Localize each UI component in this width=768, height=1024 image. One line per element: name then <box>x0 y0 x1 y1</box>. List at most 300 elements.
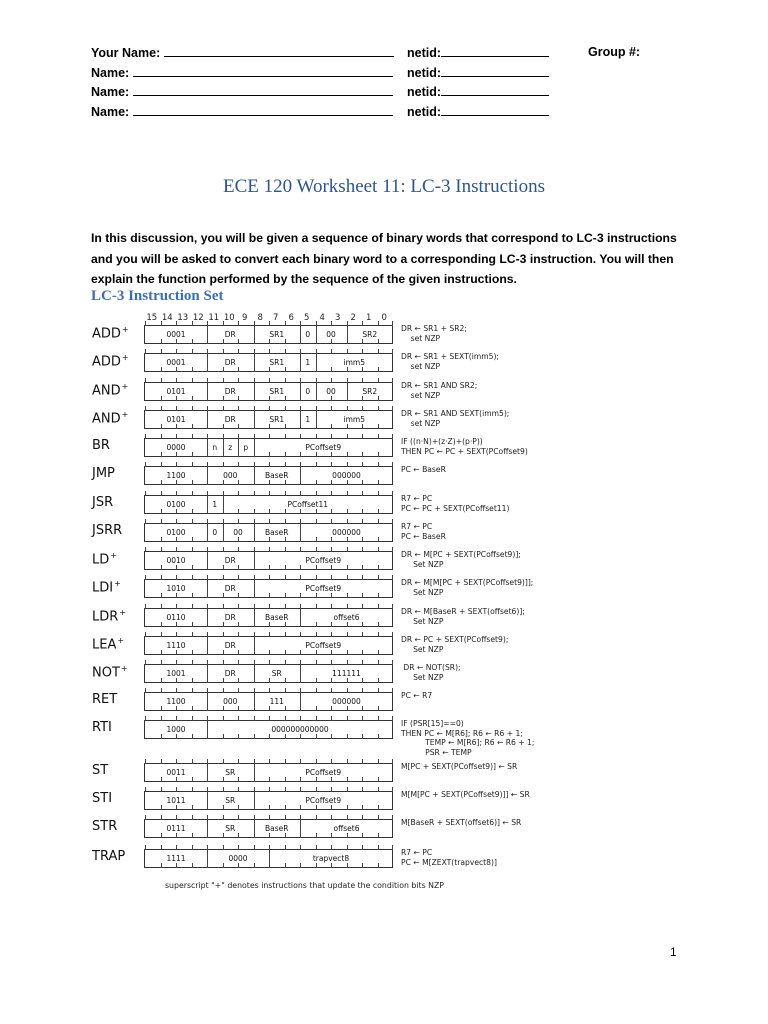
footnote: superscript "+" denotes instructions that update the condition bits NZP <box>165 881 444 890</box>
bit-tick <box>192 519 193 524</box>
bit-tick <box>176 632 177 637</box>
bit-tick <box>161 509 162 514</box>
encoding-field: DR <box>224 330 236 339</box>
instruction-mnemonic <box>92 438 110 453</box>
encoding-field: 1 <box>212 500 218 509</box>
bit-tick <box>254 491 255 496</box>
instruction-row <box>0 816 768 844</box>
encoding-field: 1110 <box>166 641 186 650</box>
bit-tick <box>269 805 270 810</box>
bit-tick <box>347 452 348 457</box>
bit-tick <box>347 565 348 570</box>
encoding-field: 0 <box>212 528 218 537</box>
bit-tick <box>392 378 393 383</box>
name-blank-line[interactable] <box>164 45 394 57</box>
bit-tick <box>347 632 348 637</box>
bit-tick <box>285 716 286 721</box>
update-nzp-marker: + <box>121 382 129 391</box>
bit-tick <box>285 863 286 868</box>
bit-tick <box>161 604 162 609</box>
netid-blank-line[interactable] <box>441 104 549 116</box>
instruction-semantics: DR ← NOT(SR); Set NZP <box>403 663 461 682</box>
bit-tick <box>362 321 363 326</box>
bit-tick <box>347 575 348 580</box>
bit-tick <box>285 787 286 792</box>
bit-tick <box>176 406 177 411</box>
bit-tick <box>223 787 224 792</box>
bit-tick <box>300 863 301 868</box>
bit-tick <box>176 575 177 580</box>
bit-tick <box>362 650 363 655</box>
bit-tick <box>238 716 239 721</box>
bit-tick <box>223 406 224 411</box>
encoding-field: 00 <box>326 330 336 339</box>
encoding-box <box>144 763 393 782</box>
encoding-field: 00 <box>326 387 336 396</box>
name-row <box>91 104 691 124</box>
bit-tick <box>331 424 332 429</box>
bit-tick <box>316 547 317 552</box>
name-label <box>91 84 393 99</box>
bit-tick <box>378 734 379 739</box>
bit-tick <box>161 491 162 496</box>
bit-tick <box>362 537 363 542</box>
instruction-row <box>0 379 768 407</box>
instruction-row <box>0 350 768 378</box>
netid-label-text: netid: <box>407 85 442 99</box>
bit-tick <box>316 759 317 764</box>
bit-tick <box>161 787 162 792</box>
bit-tick <box>300 452 301 457</box>
encoding-field: 000 <box>223 697 238 706</box>
encoding-field: 0 <box>305 387 311 396</box>
bit-tick <box>331 575 332 580</box>
bit-tick <box>392 547 393 552</box>
bit-tick <box>300 787 301 792</box>
bit-tick <box>161 480 162 485</box>
bit-tick <box>316 815 317 820</box>
instruction-semantics: IF ((n·N)+(z·Z)+(p·P)) THEN PC ← PC + SEXT(PCoffset9) <box>401 437 528 456</box>
instruction-semantics: IF (PSR[15]==0) THEN PC ← M[R6]; R6 ← R6 + 1; TEMP ← M[R6]; R6 ← R6 + 1; PSR ← TEMP <box>401 719 535 757</box>
bit-tick <box>378 424 379 429</box>
bit-tick <box>331 863 332 868</box>
bit-tick <box>347 759 348 764</box>
bit-tick <box>161 575 162 580</box>
bit-tick <box>269 688 270 693</box>
bit-tick <box>269 452 270 457</box>
bit-tick <box>161 632 162 637</box>
encoding-box <box>144 720 393 739</box>
bit-number: 9 <box>242 313 248 323</box>
bit-tick <box>254 509 255 514</box>
bit-tick <box>269 491 270 496</box>
mnemonic-text: JSR <box>92 495 114 510</box>
bit-tick <box>176 650 177 655</box>
bit-tick <box>238 805 239 810</box>
instruction-mnemonic <box>92 495 113 510</box>
bit-tick <box>254 863 255 868</box>
bit-tick <box>192 604 193 609</box>
mnemonic-text: LDI <box>92 580 114 596</box>
bit-tick <box>285 339 286 344</box>
encoding-field: 1 <box>305 415 311 424</box>
bit-tick <box>223 759 224 764</box>
encoding-box <box>144 438 393 457</box>
bit-tick <box>285 537 286 542</box>
encoding-field: PCoffset9 <box>305 796 342 805</box>
bit-tick <box>362 863 363 868</box>
bit-tick <box>378 339 379 344</box>
bit-tick <box>269 519 270 524</box>
bit-tick <box>192 815 193 820</box>
bit-tick <box>161 759 162 764</box>
bit-tick <box>161 833 162 838</box>
bit-tick <box>378 406 379 411</box>
bit-tick <box>378 349 379 354</box>
bit-tick <box>347 716 348 721</box>
bit-tick <box>238 575 239 580</box>
bit-tick <box>192 622 193 627</box>
bit-tick <box>161 706 162 711</box>
bit-tick <box>347 509 348 514</box>
bit-tick <box>362 367 363 372</box>
bit-tick <box>176 863 177 868</box>
bit-tick <box>362 339 363 344</box>
bit-tick <box>238 349 239 354</box>
bit-tick <box>331 706 332 711</box>
bit-tick <box>285 688 286 693</box>
bit-tick <box>269 339 270 344</box>
bit-tick <box>378 367 379 372</box>
bit-tick <box>347 863 348 868</box>
bit-tick <box>238 462 239 467</box>
encoding-field: offset6 <box>333 613 360 622</box>
bit-tick <box>285 434 286 439</box>
intro-paragraph <box>91 228 691 290</box>
bit-tick <box>331 480 332 485</box>
mnemonic-text: NOT <box>92 665 120 681</box>
bit-tick <box>161 547 162 552</box>
bit-tick <box>269 632 270 637</box>
mnemonic-text: LEA <box>92 637 117 653</box>
bit-tick <box>223 367 224 372</box>
netid-blank-line[interactable] <box>441 65 549 77</box>
bit-tick <box>362 678 363 683</box>
bit-tick <box>161 777 162 782</box>
bit-tick <box>300 547 301 552</box>
encoding-field: 1001 <box>166 669 186 678</box>
bit-tick <box>331 759 332 764</box>
bit-tick <box>176 716 177 721</box>
bit-tick <box>362 575 363 580</box>
instruction-mnemonic <box>92 410 128 426</box>
bit-tick <box>176 424 177 429</box>
bit-tick <box>161 339 162 344</box>
bit-tick <box>316 452 317 457</box>
group-label: Group #: <box>588 45 641 59</box>
bit-tick <box>285 734 286 739</box>
bit-tick <box>192 396 193 401</box>
bit-tick <box>238 367 239 372</box>
bit-tick <box>238 321 239 326</box>
bit-tick <box>238 593 239 598</box>
bit-tick <box>145 632 146 637</box>
bit-tick <box>347 349 348 354</box>
encoding-field: 1000 <box>166 725 186 734</box>
instruction-mnemonic <box>92 791 112 806</box>
encoding-field: offset6 <box>333 824 360 833</box>
bit-tick <box>300 509 301 514</box>
bit-tick <box>347 777 348 782</box>
bit-tick <box>316 863 317 868</box>
bit-tick <box>192 593 193 598</box>
bit-tick <box>223 863 224 868</box>
bit-tick <box>362 845 363 850</box>
bit-tick <box>238 406 239 411</box>
update-nzp-marker: + <box>117 636 125 645</box>
bit-tick <box>316 537 317 542</box>
encoding-field: BaseR <box>265 824 289 833</box>
bit-tick <box>238 547 239 552</box>
bit-tick <box>145 604 146 609</box>
bit-tick <box>331 452 332 457</box>
encoding-field: DR <box>224 584 236 593</box>
bit-tick <box>378 462 379 467</box>
bit-tick <box>161 815 162 820</box>
bit-tick <box>347 688 348 693</box>
bit-tick <box>238 777 239 782</box>
bit-tick <box>223 716 224 721</box>
section-heading: LC-3 Instruction Set <box>91 288 224 304</box>
bit-tick <box>300 491 301 496</box>
bit-tick <box>316 491 317 496</box>
instruction-mnemonic <box>92 353 129 369</box>
bit-tick <box>378 863 379 868</box>
encoding-field: DR <box>224 669 236 678</box>
bit-tick <box>269 462 270 467</box>
bit-tick <box>362 815 363 820</box>
bit-tick <box>331 509 332 514</box>
bit-tick <box>161 734 162 739</box>
instruction-semantics: R7 ← PC PC ← M[ZEXT(trapvect8)] <box>401 848 497 867</box>
bit-tick <box>145 547 146 552</box>
name-blank-line[interactable] <box>133 84 393 96</box>
bit-tick <box>316 575 317 580</box>
bit-tick <box>285 678 286 683</box>
bit-tick <box>285 759 286 764</box>
encoding-field: 0 <box>305 330 311 339</box>
encoding-box <box>144 523 393 542</box>
encoding-box <box>144 849 393 868</box>
bit-tick <box>176 491 177 496</box>
bit-tick <box>378 845 379 850</box>
encoding-field: PCoffset9 <box>305 641 342 650</box>
bit-tick <box>300 434 301 439</box>
bit-tick <box>269 565 270 570</box>
encoding-field: 0110 <box>166 613 186 622</box>
bit-tick <box>316 845 317 850</box>
encoding-field: 0100 <box>166 528 186 537</box>
bit-tick <box>176 480 177 485</box>
bit-tick <box>161 622 162 627</box>
encoding-field: BaseR <box>265 613 289 622</box>
bit-tick <box>285 805 286 810</box>
bit-tick <box>269 367 270 372</box>
bit-tick <box>316 688 317 693</box>
instruction-mnemonic <box>92 382 128 398</box>
bit-tick <box>238 632 239 637</box>
bit-tick <box>392 462 393 467</box>
update-nzp-marker: + <box>121 410 129 419</box>
bit-tick <box>378 604 379 609</box>
name-fields <box>91 45 691 123</box>
bit-tick <box>331 593 332 598</box>
bit-tick <box>392 787 393 792</box>
bit-tick <box>269 622 270 627</box>
bit-tick <box>145 575 146 580</box>
bit-tick <box>285 480 286 485</box>
bit-tick <box>285 321 286 326</box>
instruction-semantics: M[BaseR + SEXT(offset6)] ← SR <box>401 818 522 827</box>
bit-tick <box>192 406 193 411</box>
bit-number: 11 <box>208 313 220 323</box>
bit-tick <box>362 688 363 693</box>
bit-number: 4 <box>319 313 325 323</box>
bit-tick <box>192 787 193 792</box>
encoding-field: PCoffset9 <box>305 443 342 452</box>
bit-tick <box>378 716 379 721</box>
bit-tick <box>362 547 363 552</box>
bit-tick <box>285 406 286 411</box>
bit-tick <box>316 716 317 721</box>
bit-tick <box>192 833 193 838</box>
instruction-row <box>0 846 768 874</box>
bit-tick <box>176 378 177 383</box>
bit-tick <box>316 519 317 524</box>
bit-tick <box>285 519 286 524</box>
bit-tick <box>238 509 239 514</box>
encoding-field: trapvect8 <box>312 854 350 863</box>
bit-tick <box>223 396 224 401</box>
bit-tick <box>392 321 393 326</box>
bit-tick <box>378 321 379 326</box>
encoding-box <box>144 579 393 598</box>
bit-tick <box>238 339 239 344</box>
bit-tick <box>378 787 379 792</box>
name-blank-line[interactable] <box>133 65 393 77</box>
bit-number: 10 <box>223 313 235 323</box>
bit-tick <box>285 845 286 850</box>
name-blank-line[interactable] <box>133 104 393 116</box>
bit-tick <box>145 406 146 411</box>
bit-tick <box>316 734 317 739</box>
bit-tick <box>300 716 301 721</box>
name-label <box>91 104 393 119</box>
encoding-field: SR <box>225 824 236 833</box>
bit-tick <box>347 660 348 665</box>
bit-tick <box>347 805 348 810</box>
bit-tick <box>192 349 193 354</box>
bit-tick <box>316 462 317 467</box>
bit-tick <box>223 777 224 782</box>
bit-tick <box>176 462 177 467</box>
netid-blank-line[interactable] <box>441 45 549 57</box>
bit-tick <box>392 406 393 411</box>
instruction-semantics: DR ← PC + SEXT(PCoffset9); Set NZP <box>401 635 509 654</box>
page-number: 1 <box>670 945 677 959</box>
mnemonic-text: ADD <box>92 354 121 370</box>
encoding-field: 1011 <box>166 796 186 805</box>
bit-tick <box>331 406 332 411</box>
bit-tick <box>285 424 286 429</box>
bit-tick <box>378 509 379 514</box>
bit-tick <box>161 321 162 326</box>
bit-tick <box>192 509 193 514</box>
bit-tick <box>331 787 332 792</box>
encoding-field: 0000 <box>228 854 248 863</box>
encoding-field: SR <box>225 796 236 805</box>
bit-tick <box>161 434 162 439</box>
bit-tick <box>316 622 317 627</box>
bit-tick <box>362 833 363 838</box>
encoding-field: 0001 <box>166 358 186 367</box>
encoding-box <box>144 636 393 655</box>
bit-tick <box>192 759 193 764</box>
mnemonic-text: STR <box>92 819 118 834</box>
bit-tick <box>269 349 270 354</box>
update-nzp-marker: + <box>119 608 126 617</box>
encoding-field: PCoffset9 <box>305 768 342 777</box>
bit-number: 15 <box>146 313 158 323</box>
instruction-row <box>0 661 768 689</box>
bit-tick <box>192 537 193 542</box>
encoding-field: BaseR <box>265 471 289 480</box>
bit-tick <box>176 339 177 344</box>
bit-tick <box>223 349 224 354</box>
bit-tick <box>392 688 393 693</box>
bit-tick <box>192 547 193 552</box>
instruction-mnemonic <box>92 720 112 735</box>
bit-tick <box>192 367 193 372</box>
bit-tick <box>331 537 332 542</box>
encoding-field: PCoffset9 <box>305 556 342 565</box>
encoding-box <box>144 664 393 683</box>
bit-tick <box>176 777 177 782</box>
bit-tick <box>316 678 317 683</box>
bit-tick <box>192 491 193 496</box>
encoding-field: 111 <box>269 697 284 706</box>
bit-tick <box>347 406 348 411</box>
bit-tick <box>316 777 317 782</box>
encoding-field: 0111 <box>166 824 186 833</box>
bit-tick <box>331 321 332 326</box>
bit-tick <box>223 565 224 570</box>
bit-tick <box>331 632 332 637</box>
name-label-text: Name: <box>91 85 133 99</box>
encoding-box <box>144 382 393 401</box>
bit-tick <box>223 660 224 665</box>
instruction-row <box>0 407 768 435</box>
bit-tick <box>362 491 363 496</box>
bit-tick <box>192 434 193 439</box>
encoding-field: SR1 <box>269 330 285 339</box>
bit-tick <box>378 396 379 401</box>
bit-tick <box>269 706 270 711</box>
encoding-field: 000000 <box>332 471 361 480</box>
bit-tick <box>285 777 286 782</box>
instruction-row <box>0 689 768 717</box>
netid-blank-line[interactable] <box>441 84 549 96</box>
